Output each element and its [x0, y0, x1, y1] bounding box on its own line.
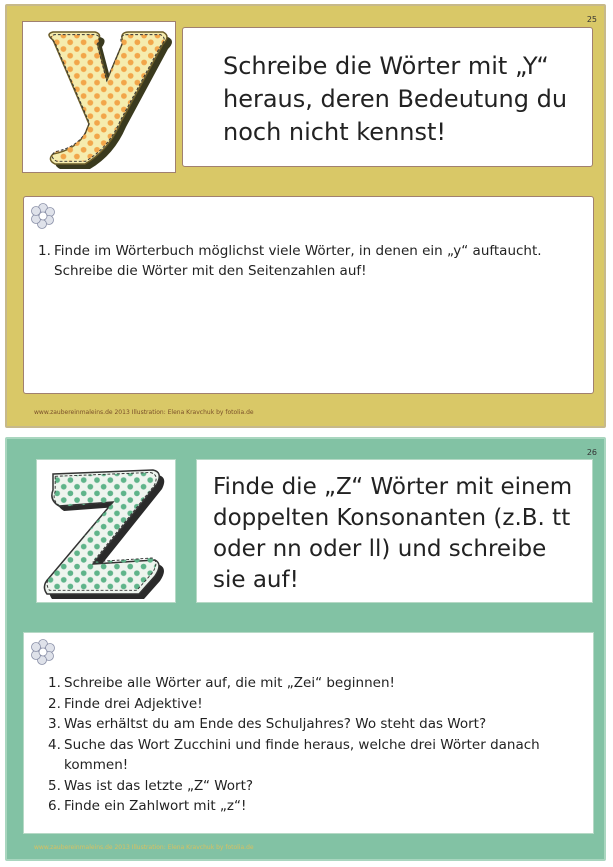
letter-y-icon	[23, 22, 175, 172]
task-text: Finde im Wörterbuch möglichst viele Wörter, in denen ein „y“ auftaucht. Schreibe die Wörter mit den Seitenzahlen auf!	[54, 243, 542, 279]
task-card-z	[5, 437, 606, 861]
task-text: Was erhältst du am Ende des Schuljahres? Wo steht das Wort?	[64, 716, 487, 732]
task-number: 5.	[48, 777, 61, 794]
task-number: 6.	[48, 798, 61, 814]
task-number: 4.	[48, 736, 61, 753]
flower-icon	[30, 203, 56, 229]
card-title-box	[196, 459, 593, 603]
list-item	[48, 714, 578, 735]
card-title: Finde die „Z“ Wörter mit einem doppelten Konsonanten (z.B. tt oder nn oder ll) und schreibe sie auf!	[213, 474, 573, 593]
credit-line: www.zaubereinmaleins.de 2013 Illustration: Elena Kravchuk by fotolia.de	[34, 844, 254, 851]
letter-z-illustration	[36, 459, 176, 603]
task-text: Was ist das letzte „Z“ Wort?	[64, 777, 254, 794]
list-item	[48, 776, 578, 797]
task-list	[38, 241, 588, 281]
task-text: Schreibe alle Wörter auf, die mit „Zei“ beginnen!	[64, 675, 395, 691]
card-number: 26	[586, 448, 597, 457]
list-item	[48, 735, 578, 776]
flower-icon	[30, 639, 56, 665]
letter-z-icon	[37, 460, 175, 602]
list-item	[38, 241, 588, 281]
task-list	[48, 673, 578, 817]
task-number: 1.	[38, 243, 51, 259]
task-text: Suche das Wort Zucchini und finde heraus, welche drei Wörter danach kommen!	[64, 736, 540, 773]
task-number: 3.	[48, 716, 61, 732]
card-title: Schreibe die Wörter mit „Y“ heraus, deren Bedeutung du noch nicht kennst!	[223, 52, 568, 146]
list-item	[48, 796, 578, 817]
task-box	[23, 632, 594, 834]
task-text: Finde drei Adjektive!	[64, 695, 203, 712]
task-number: 2.	[48, 695, 61, 712]
task-card-y	[5, 4, 606, 428]
list-item	[48, 694, 578, 715]
letter-y-illustration	[22, 21, 176, 173]
task-number: 1.	[48, 675, 61, 691]
list-item	[48, 673, 578, 694]
card-number: 25	[586, 15, 597, 24]
credit-line: www.zaubereinmaleins.de 2013 Illustration: Elena Kravchuk by fotolia.de	[34, 409, 254, 416]
task-box	[23, 196, 594, 394]
card-title-box	[182, 27, 593, 167]
task-text: Finde ein Zahlwort mit „z“!	[64, 798, 247, 814]
